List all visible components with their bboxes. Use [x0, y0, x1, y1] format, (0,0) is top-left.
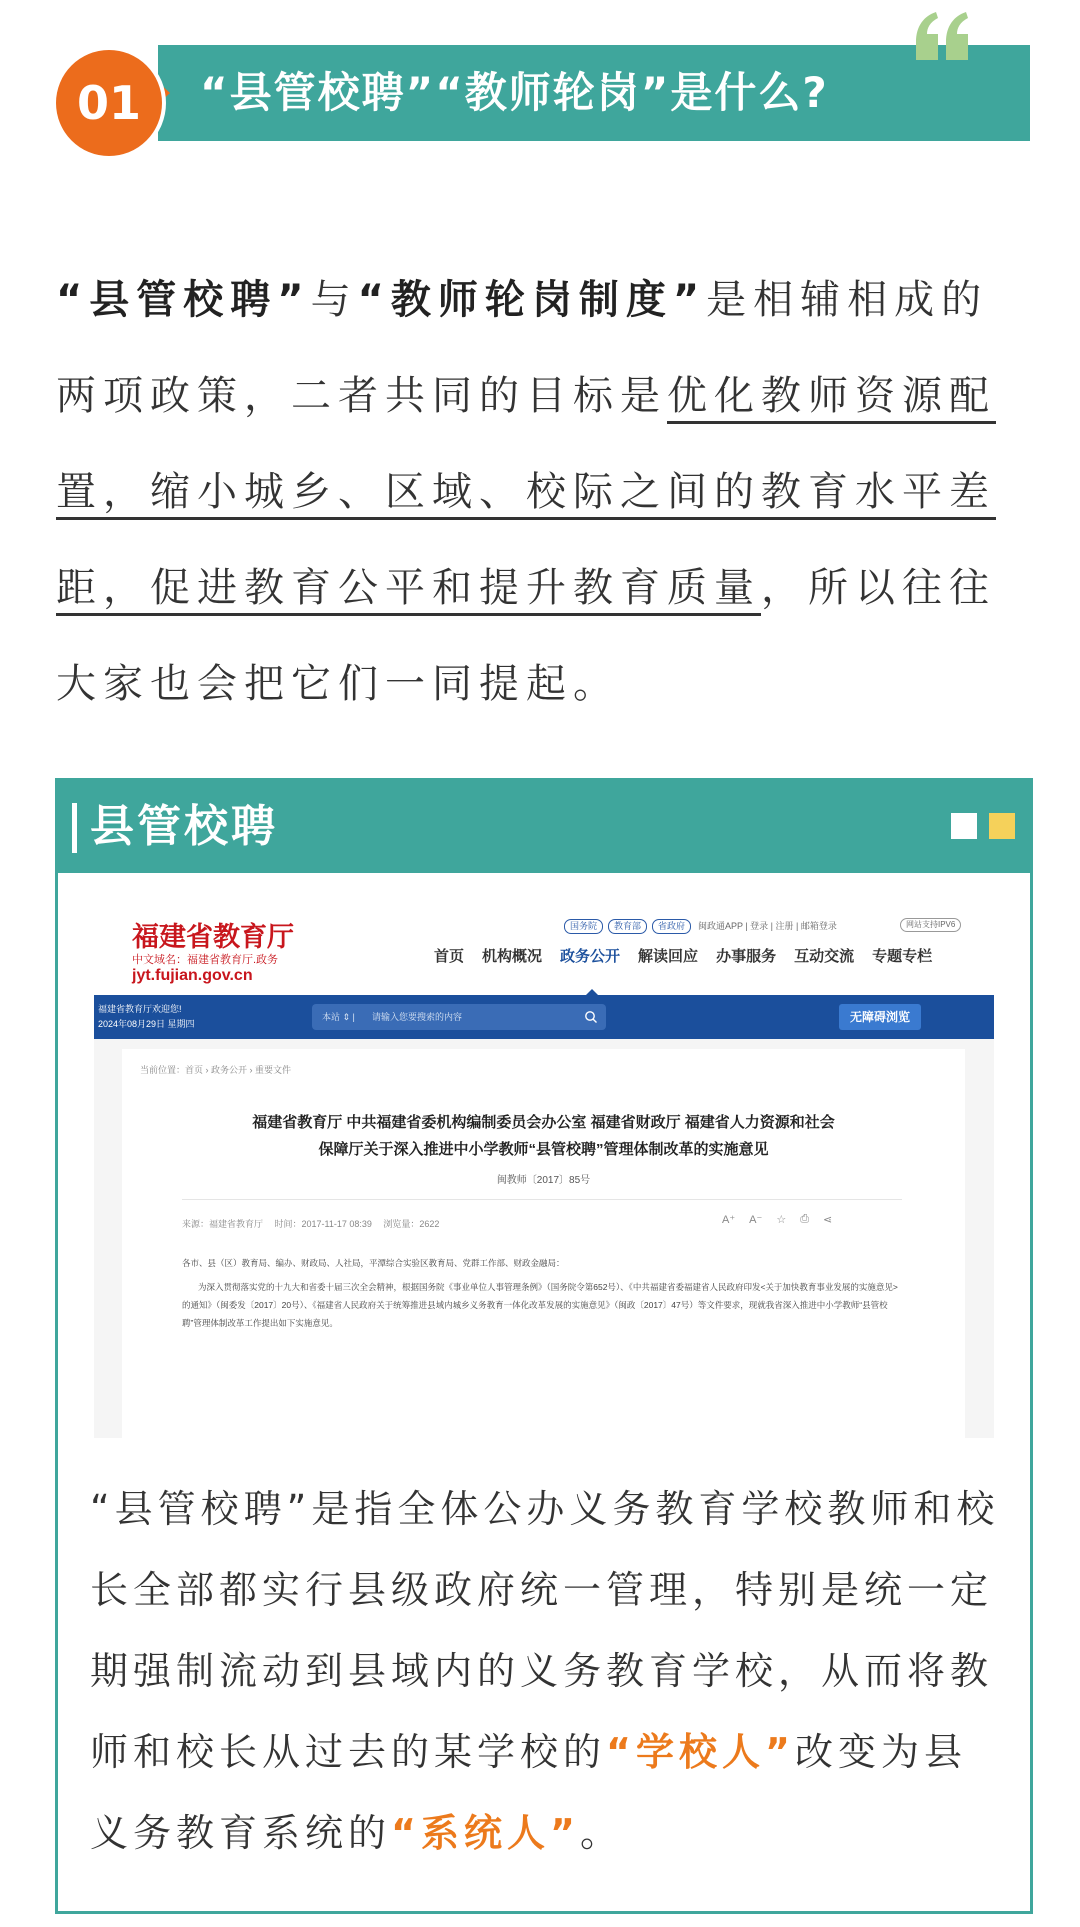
- highlight-system-person: “系统人”: [391, 1811, 580, 1855]
- decor-square-yellow: [989, 813, 1015, 839]
- nav-about[interactable]: 机构概况: [482, 948, 543, 965]
- welcome-text: 福建省教育厅欢迎您! 2024年08月29日 星期四: [98, 1004, 195, 1029]
- nav-topics[interactable]: 专题专栏: [872, 948, 933, 965]
- card-title: 县管校聘: [90, 801, 278, 852]
- highlight-school-person: “学校人”: [606, 1730, 795, 1774]
- term-county-management: “县管校聘”: [56, 277, 311, 323]
- site-url: jyt.fujian.gov.cn: [132, 967, 253, 984]
- accessibility-button[interactable]: 无障碍浏览: [839, 1004, 921, 1030]
- section-header: [0, 0, 1080, 160]
- top-links[interactable]: 闽政通APP | 登录 | 注册 | 邮箱登录: [698, 921, 837, 931]
- document-title: 福建省教育厅 中共福建省委机构编制委员会办公室 福建省财政厅 福建省人力资源和社会 保障厅关于深入推进中小学教师“县管校聘”管理体制改革的实施意见: [252, 1114, 835, 1158]
- font-decrease-icon[interactable]: A⁻: [749, 1214, 763, 1226]
- card-header: [58, 781, 1030, 873]
- document-tools: [722, 1213, 832, 1226]
- print-icon[interactable]: ⎙: [800, 1213, 809, 1225]
- document-divider: [182, 1199, 902, 1200]
- site-tags: [564, 919, 691, 934]
- nav-interaction[interactable]: 互动交流: [794, 948, 855, 965]
- site-cn-domain: 中文域名：福建省教育厅.政务: [132, 954, 279, 966]
- main-nav: [434, 945, 932, 966]
- nav-services[interactable]: 办事服务: [716, 948, 777, 965]
- breadcrumb[interactable]: 当前位置：首页 › 政务公开 › 重要文件: [140, 1065, 291, 1075]
- document-body: 各市、县（区）教育局、编办、财政局、人社局，平潭综合实验区教育局、党群工作部、财政金融局： 为深入贯彻落实党的十九大和省委十届三次全会精神，根据国务院《事业单位人事管理条例》（国务院令第652号）、《中共福建省委福建省人民政府印发<关于加快教育事业发展的实施意见>的通知》（闽委发〔2017〕20号）、《福建省人民政府关于统筹推进县域内城乡义务教育一体化改革发展的实施意见》（闽政〔2017〕47号）等文件要求，现就我省深入推进中小学教师“县管校聘”管理体制改革工作提出如下实施意见。: [182, 1258, 898, 1328]
- nav-interpretation[interactable]: 解读回应: [638, 948, 699, 965]
- font-increase-icon[interactable]: A⁺: [722, 1214, 736, 1226]
- section-title: “县管校聘”“教师轮岗”是什么?: [200, 68, 829, 117]
- site-logo-title[interactable]: 福建省教育厅: [132, 922, 294, 953]
- nav-home[interactable]: 首页: [434, 948, 465, 965]
- share-icon[interactable]: ⋖: [823, 1214, 833, 1226]
- ipv6-badge: 网站支持IPV6: [900, 918, 961, 932]
- quote-icon: [910, 8, 974, 68]
- intro-paragraph: “县管校聘”与“教师轮岗制度”是相辅相成的两项政策，二者共同的目标是优化教师资源配置，缩小城乡、区域、校际之间的教育水平差距，促进教育公平和提升教育质量，所以往往大家也会把它们一同提起。: [56, 277, 996, 707]
- term-teacher-rotation: “教师轮岗制度”: [357, 277, 707, 323]
- search-placeholder: 请输入您要搜索的内容: [372, 1012, 463, 1022]
- favorite-icon[interactable]: ☆: [776, 1214, 787, 1226]
- tag-state-council[interactable]: 国务院: [564, 919, 603, 934]
- section-number-badge: 01: [56, 50, 162, 156]
- website-screenshot: [94, 893, 994, 1438]
- card-header-accent: [72, 803, 77, 853]
- info-card: [55, 778, 1033, 1914]
- underlined-goal: 优化教师资源配置，缩小城乡、区域、校际之间的教育水平差距，促进教育公平和提升教育质量: [56, 373, 996, 611]
- card-description: “县管校聘”是指全体公办义务教育学校教师和校长全部都实行县级政府统一管理，特别是统一定期强制流动到县域内的义务教育学校，从而将教师和校长从过去的某学校的“学校人”改变为县义务教育系统的“系统人”。: [90, 1487, 1000, 1855]
- tag-province-gov[interactable]: 省政府: [652, 919, 691, 934]
- search-icon[interactable]: [584, 1010, 598, 1024]
- site-header: [94, 893, 994, 995]
- document-panel: [122, 1049, 965, 1438]
- search-input[interactable]: [312, 1004, 606, 1030]
- search-bar-strip: [94, 995, 994, 1039]
- decor-square-white: [951, 813, 977, 839]
- tag-ministry[interactable]: 教育部: [608, 919, 647, 934]
- document-number: 闽教师〔2017〕85号: [496, 1175, 591, 1186]
- document-meta: 来源：福建省教育厅 时间：2017-11-17 08:39 浏览量：2622: [182, 1219, 440, 1229]
- nav-gov-affairs[interactable]: 政务公开: [560, 948, 621, 965]
- search-scope-select[interactable]: 本站 ⇕ |: [322, 1012, 355, 1022]
